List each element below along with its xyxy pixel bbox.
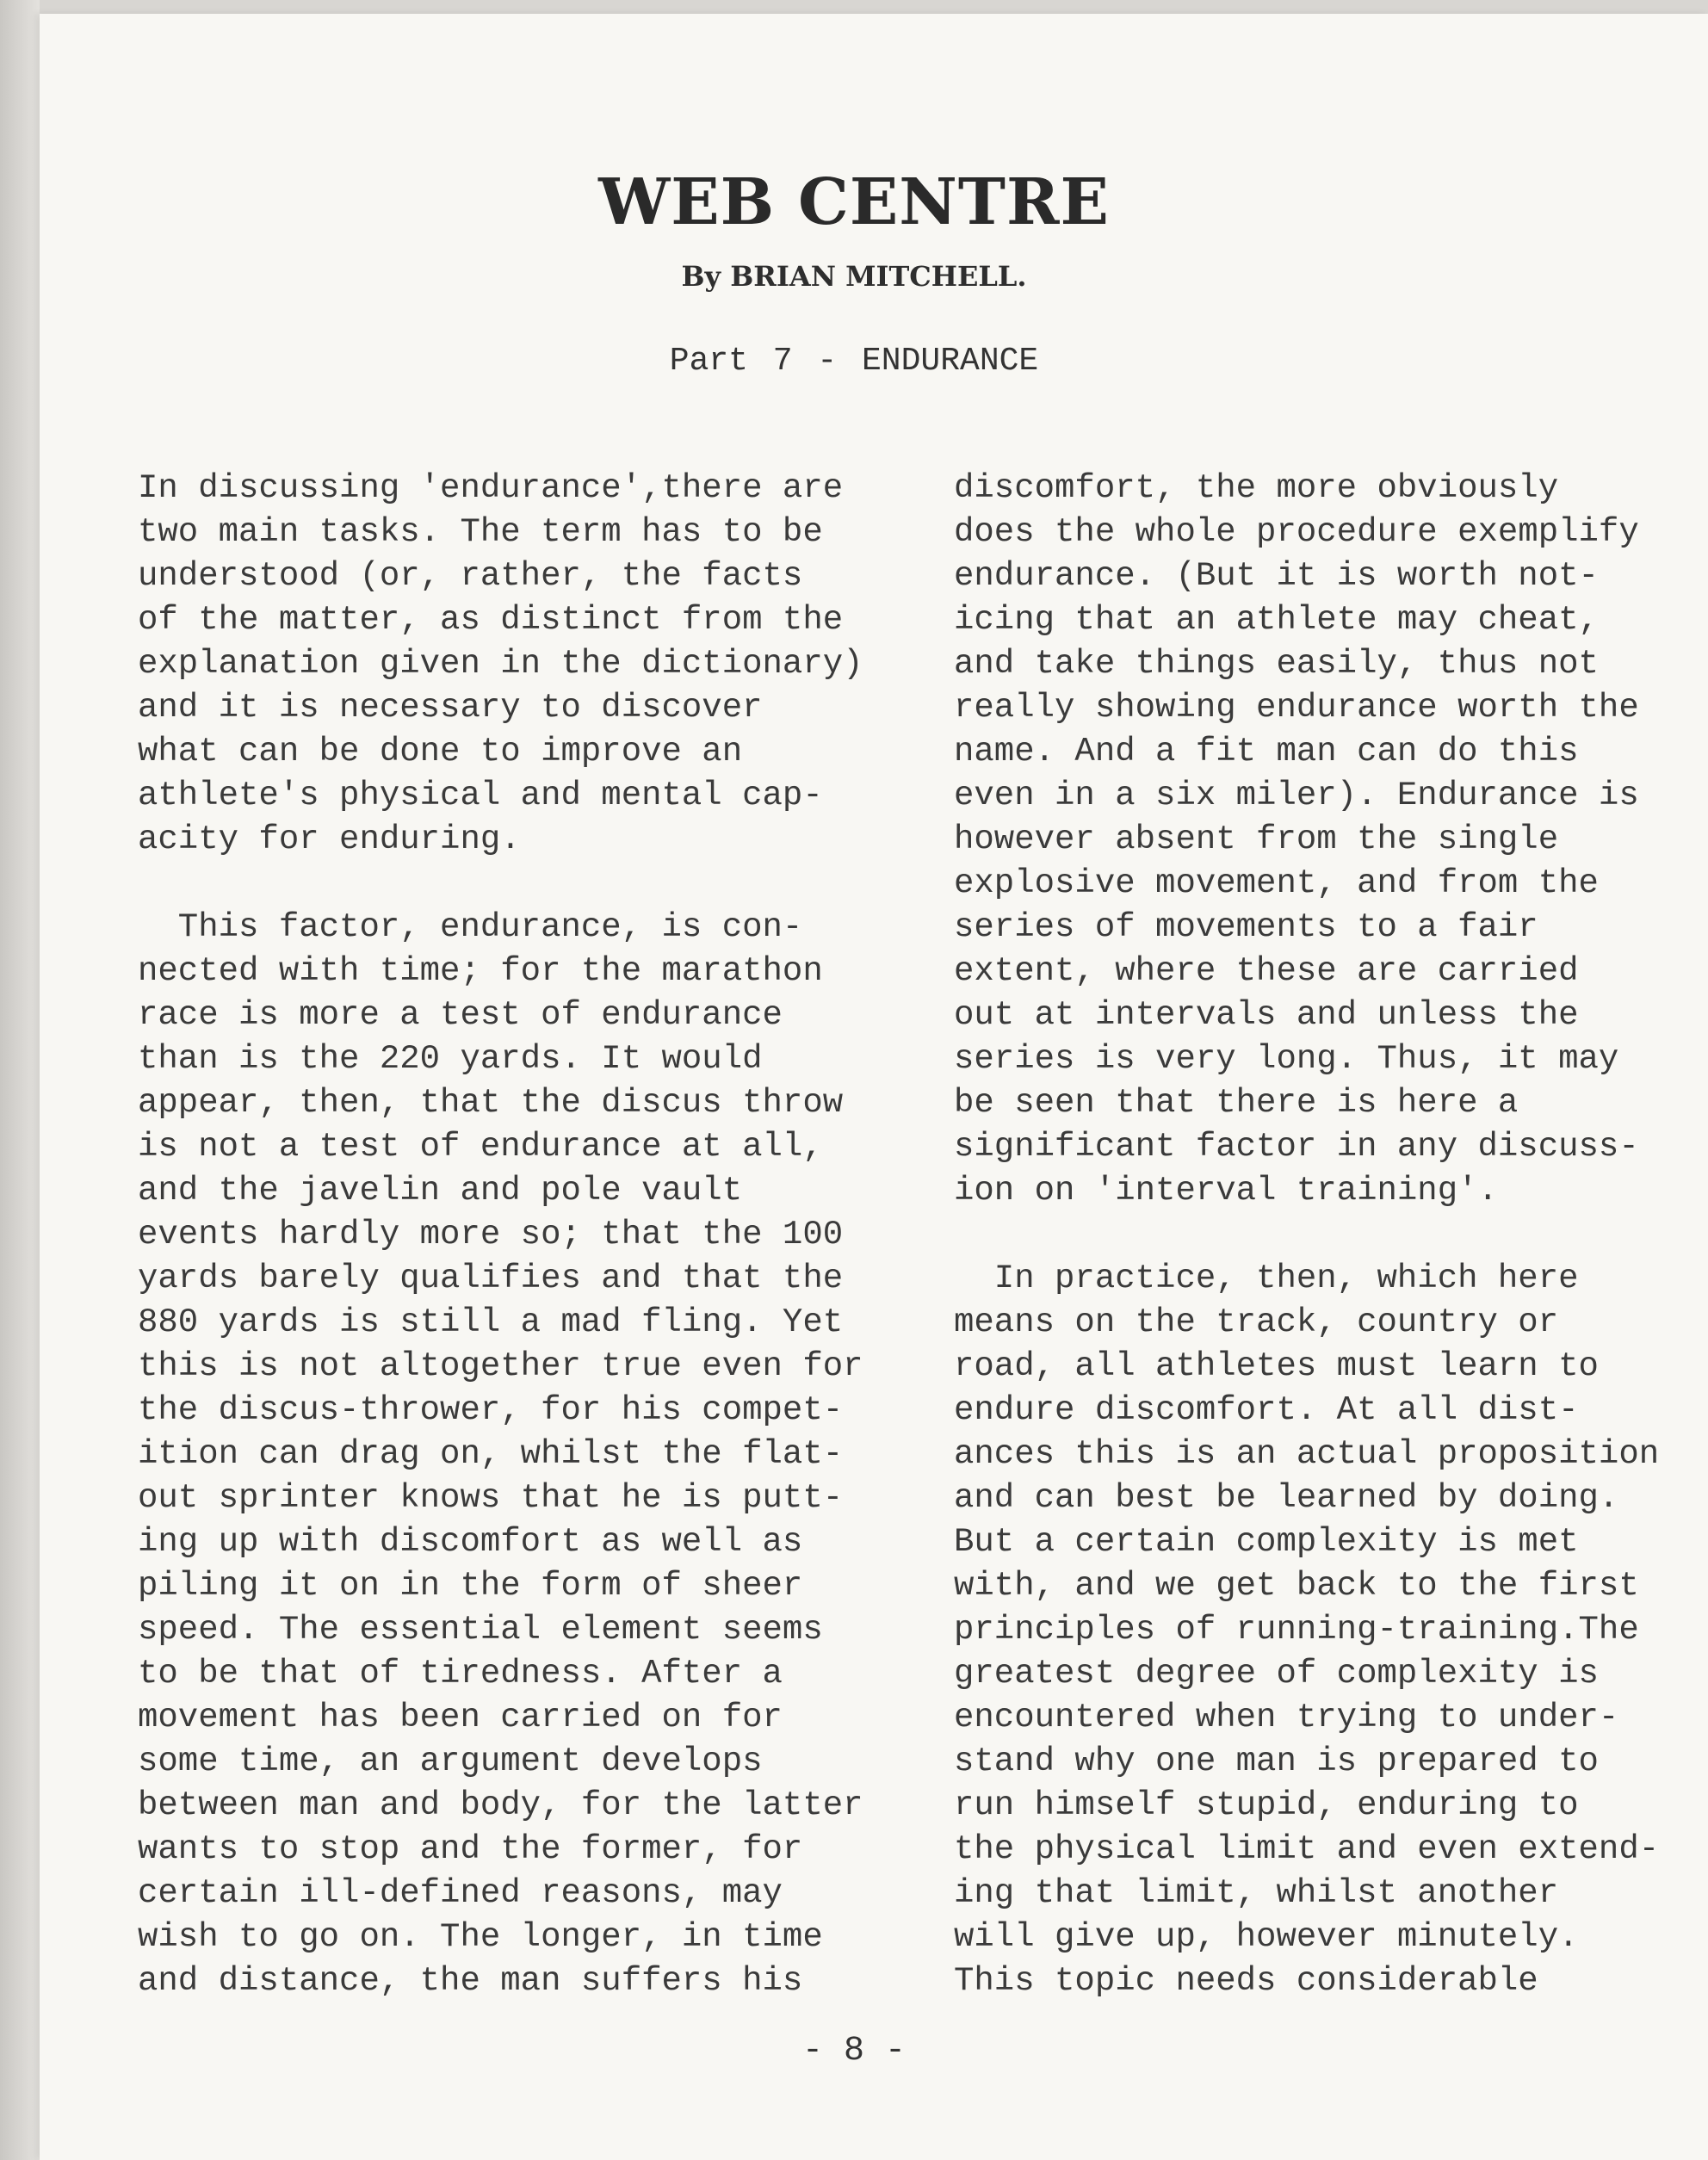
text-line: stand why one man is prepared to: [954, 1742, 1599, 1780]
text-line: the physical limit and even extend-: [954, 1830, 1660, 1868]
text-line: race is more a test of endurance: [138, 996, 783, 1034]
text-line: the discus-thrower, for his compet-: [138, 1391, 844, 1429]
text-line: and the javelin and pole vault: [138, 1172, 743, 1210]
text-line: will give up, however minutely.: [954, 1918, 1579, 1956]
text-line: appear, then, that the discus throw: [138, 1084, 844, 1122]
text-line: movement has been carried on for: [138, 1699, 783, 1736]
text-line: speed. The essential element seems: [138, 1611, 823, 1649]
text-line: icing that an athlete may cheat,: [954, 601, 1599, 639]
text-line: ion on 'interval training'.: [954, 1172, 1498, 1210]
text-line: however absent from the single: [954, 820, 1559, 858]
text-line: means on the track, country or: [954, 1303, 1559, 1341]
page-number: - 8 -: [801, 2032, 907, 2070]
text-line: yards barely qualifies and that the: [138, 1259, 844, 1297]
article-part-heading: Part 7 - ENDURANCE: [669, 343, 1039, 380]
text-line: acity for enduring.: [138, 820, 521, 858]
text-line: events hardly more so; that the 100: [138, 1216, 844, 1253]
text-line: with, and we get back to the first: [954, 1567, 1639, 1605]
text-line: name. And a fit man can do this: [954, 733, 1579, 771]
text-line: some time, an argument develops: [138, 1742, 763, 1780]
text-line: run himself stupid, enduring to: [954, 1786, 1579, 1824]
text-line: encountered when trying to under-: [954, 1699, 1619, 1736]
text-line: two main tasks. The term has to be: [138, 513, 823, 551]
article-title: WEB CENTRE: [598, 165, 1110, 239]
text-line: series is very long. Thus, it may: [954, 1040, 1619, 1078]
text-line: explanation given in the dictionary): [138, 645, 863, 683]
text-line: and distance, the man suffers his: [138, 1962, 803, 2000]
text-line: endure discomfort. At all dist-: [954, 1391, 1579, 1429]
paragraph-gap: [138, 862, 938, 906]
text-line: In practice, then, which here: [954, 1259, 1579, 1297]
text-line: of the matter, as distinct from the: [138, 601, 844, 639]
text-line: series of movements to a fair: [954, 908, 1538, 946]
text-line: ances this is an actual proposition: [954, 1435, 1660, 1473]
text-line: really showing endurance worth the: [954, 689, 1639, 727]
text-line: nected with time; for the marathon: [138, 952, 823, 990]
text-line: ing that limit, whilst another: [954, 1874, 1559, 1912]
text-line: wish to go on. The longer, in time: [138, 1918, 823, 1956]
text-line: This topic needs considerable: [954, 1962, 1538, 2000]
text-line: than is the 220 yards. It would: [138, 1040, 763, 1078]
article-byline: By BRIAN MITCHELL.: [681, 260, 1027, 293]
text-line: between man and body, for the latter: [138, 1786, 863, 1824]
text-line: certain ill-defined reasons, may: [138, 1874, 783, 1912]
right-text-column: [954, 467, 1708, 2003]
text-line: In discussing 'endurance',there are: [138, 469, 844, 507]
text-line: extent, where these are carried: [954, 952, 1579, 990]
text-line: 880 yards is still a mad fling. Yet: [138, 1303, 844, 1341]
text-line: to be that of tiredness. After a: [138, 1655, 783, 1693]
text-line: road, all athletes must learn to: [954, 1347, 1599, 1385]
left-text-column: [138, 467, 938, 2003]
text-line: is not a test of endurance at all,: [138, 1128, 823, 1166]
text-line: out sprinter knows that he is putt-: [138, 1479, 844, 1517]
text-line: principles of running-training.The: [954, 1611, 1639, 1649]
text-line: piling it on in the form of sheer: [138, 1567, 803, 1605]
text-line: But a certain complexity is met: [954, 1523, 1579, 1561]
text-line: understood (or, rather, the facts: [138, 557, 803, 595]
text-line: this is not altogether true even for: [138, 1347, 863, 1385]
text-line: out at intervals and unless the: [954, 996, 1579, 1034]
text-line: and can best be learned by doing.: [954, 1479, 1619, 1517]
text-line: does the whole procedure exemplify: [954, 513, 1639, 551]
text-line: greatest degree of complexity is: [954, 1655, 1599, 1693]
text-line: endurance. (But it is worth not-: [954, 557, 1599, 595]
text-line: even in a six miler). Endurance is: [954, 777, 1639, 814]
text-line: wants to stop and the former, for: [138, 1830, 803, 1868]
text-line: ing up with discomfort as well as: [138, 1523, 803, 1561]
text-line: athlete's physical and mental cap-: [138, 777, 823, 814]
text-line: be seen that there is here a: [954, 1084, 1519, 1122]
page-edge: [0, 0, 40, 2160]
text-line: significant factor in any discuss-: [954, 1128, 1639, 1166]
text-line: discomfort, the more obviously: [954, 469, 1559, 507]
text-line: This factor, endurance, is con-: [138, 908, 803, 946]
text-line: and it is necessary to discover: [138, 689, 763, 727]
paragraph-gap: [954, 1213, 1708, 1257]
text-line: what can be done to improve an: [138, 733, 743, 771]
text-line: ition can drag on, whilst the flat-: [138, 1435, 844, 1473]
text-line: and take things easily, thus not: [954, 645, 1599, 683]
text-line: explosive movement, and from the: [954, 864, 1599, 902]
